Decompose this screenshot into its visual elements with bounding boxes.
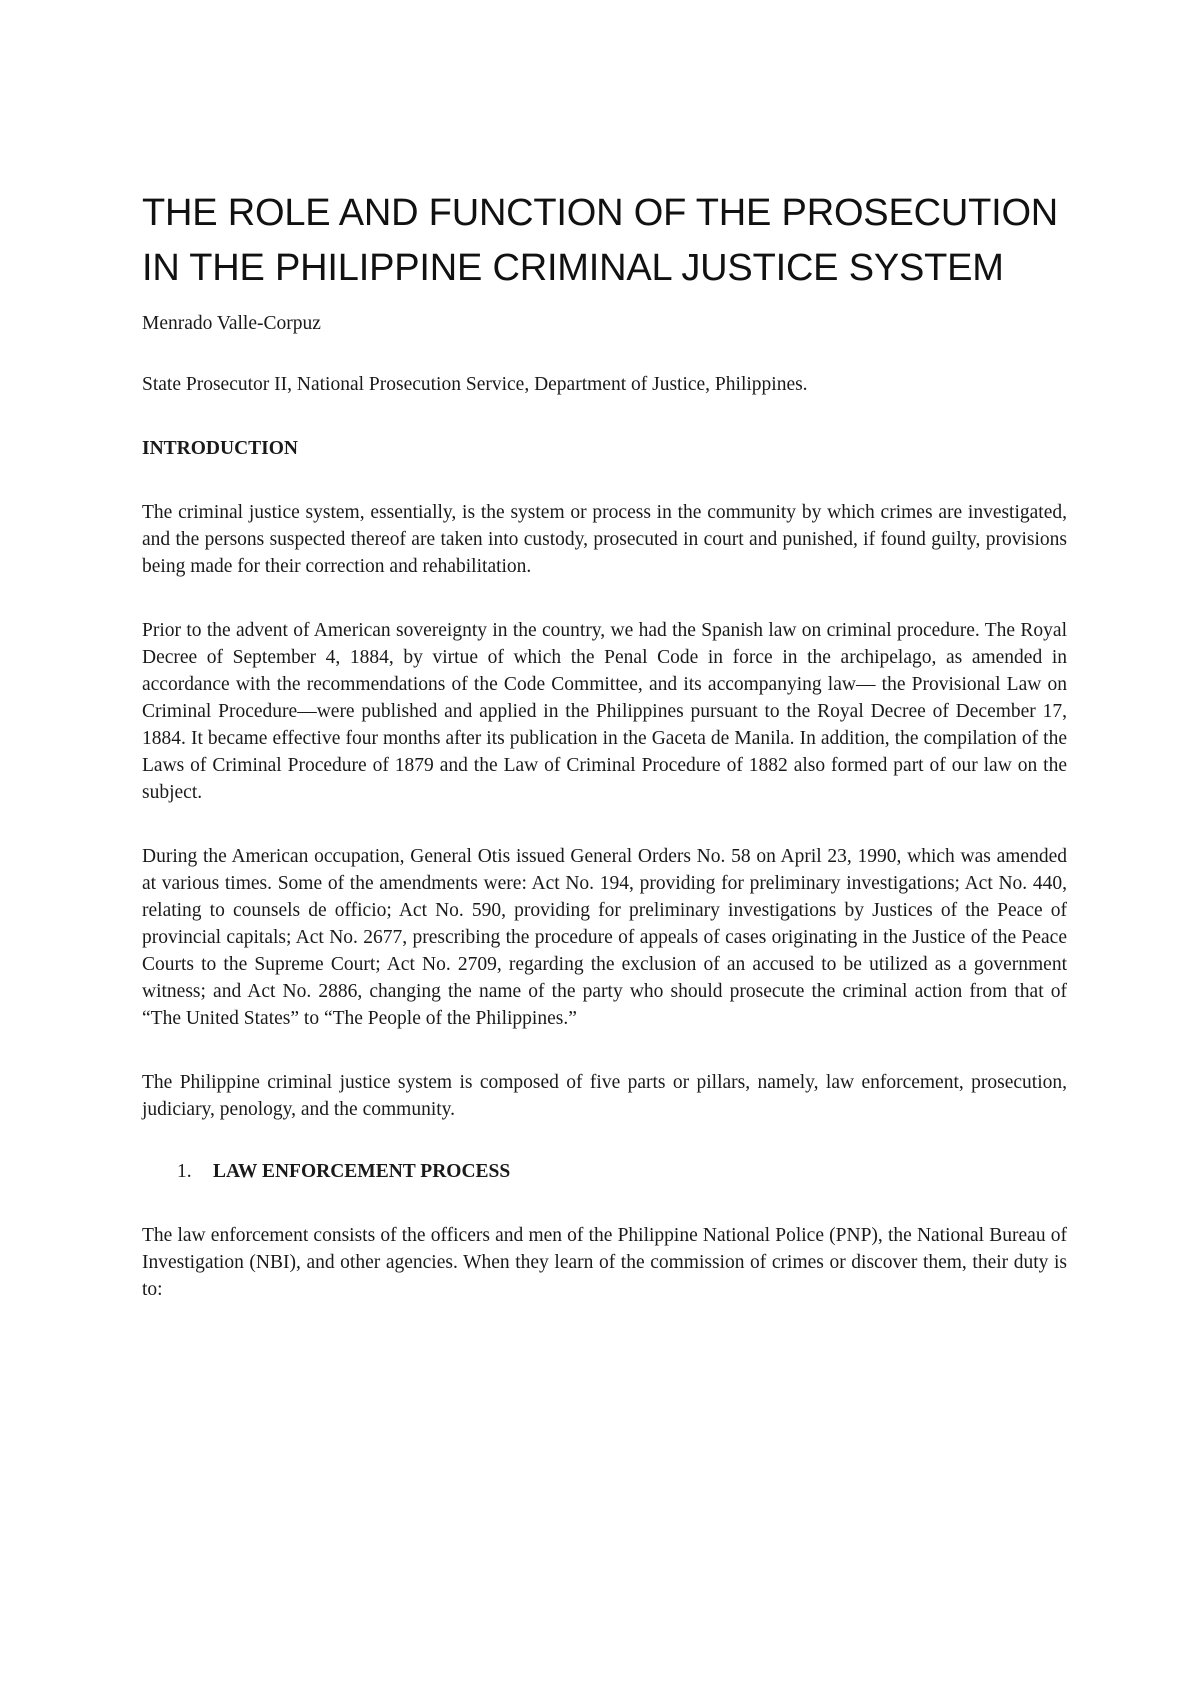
intro-paragraph-2: Prior to the advent of American sovereignty in the country, we had the Spanish law on criminal procedure. The Royal Decree of September 4, 1884, by virtue of which the Penal Code in force in the archipelago, as amended in accordance with the recommendations of the Code Committee, and its accompanying law— the Provisional Law on Criminal Procedure—were published and applied in the Philippines pursuant to the Royal Decree of December 17, 1884. It became effective four months after its publication in the Gaceta de Manila. In addition, the compilation of the Laws of Criminal Procedure of 1879 and the Law of Criminal Procedure of 1882 also formed part of our law on the subject. <box>142 620 1067 803</box>
section-heading-text: LAW ENFORCEMENT PROCESS <box>213 1161 511 1182</box>
intro-paragraph-4: The Philippine criminal justice system is composed of five parts or pillars, namely, law enforcement, prosecution, judiciary, penology, and the community. <box>142 1072 1067 1120</box>
document-content <box>142 186 1067 1303</box>
introduction-heading: INTRODUCTION <box>142 438 299 459</box>
author-affiliation: State Prosecutor II, National Prosecution Service, Department of Justice, Philippines. <box>142 374 808 395</box>
document-title: THE ROLE AND FUNCTION OF THE PROSECUTION IN THE PHILIPPINE CRIMINAL JUSTICE SYSTEM <box>142 192 1059 289</box>
law-enforcement-paragraph: The law enforcement consists of the officers and men of the Philippine National Police (PNP), the National Bureau of Investigation (NBI), and other agencies. When they learn of the commission of crimes or discover them, their duty is to: <box>142 1225 1067 1300</box>
law-enforcement-heading <box>142 1158 1067 1185</box>
intro-paragraph-1: The criminal justice system, essentially, is the system or process in the community by which crimes are investigated, and the persons suspected thereof are taken into custody, prosecuted in court and punished, if found guilty, provisions being made for their correction and rehabilitation. <box>142 502 1067 577</box>
author-name: Menrado Valle-Corpuz <box>142 313 321 334</box>
intro-paragraph-3: During the American occupation, General Otis issued General Orders No. 58 on April 23, 1990, which was amended at various times. Some of the amendments were: Act No. 194, providing for preliminary investigations; Act No. 440, relating to counsels de officio; Act No. 590, providing for preliminary investigations by Justices of the Peace of provincial capitals; Act No. 2677, prescribing the procedure of appeals of cases originating in the Justice of the Peace Courts to the Supreme Court; Act No. 2709, regarding the exclusion of an accused to be utilized as a government witness; and Act No. 2886, changing the name of the party who should prosecute the criminal action from that of “The United States” to “The People of the Philippines.” <box>142 846 1067 1029</box>
section-number: 1. <box>177 1161 192 1182</box>
